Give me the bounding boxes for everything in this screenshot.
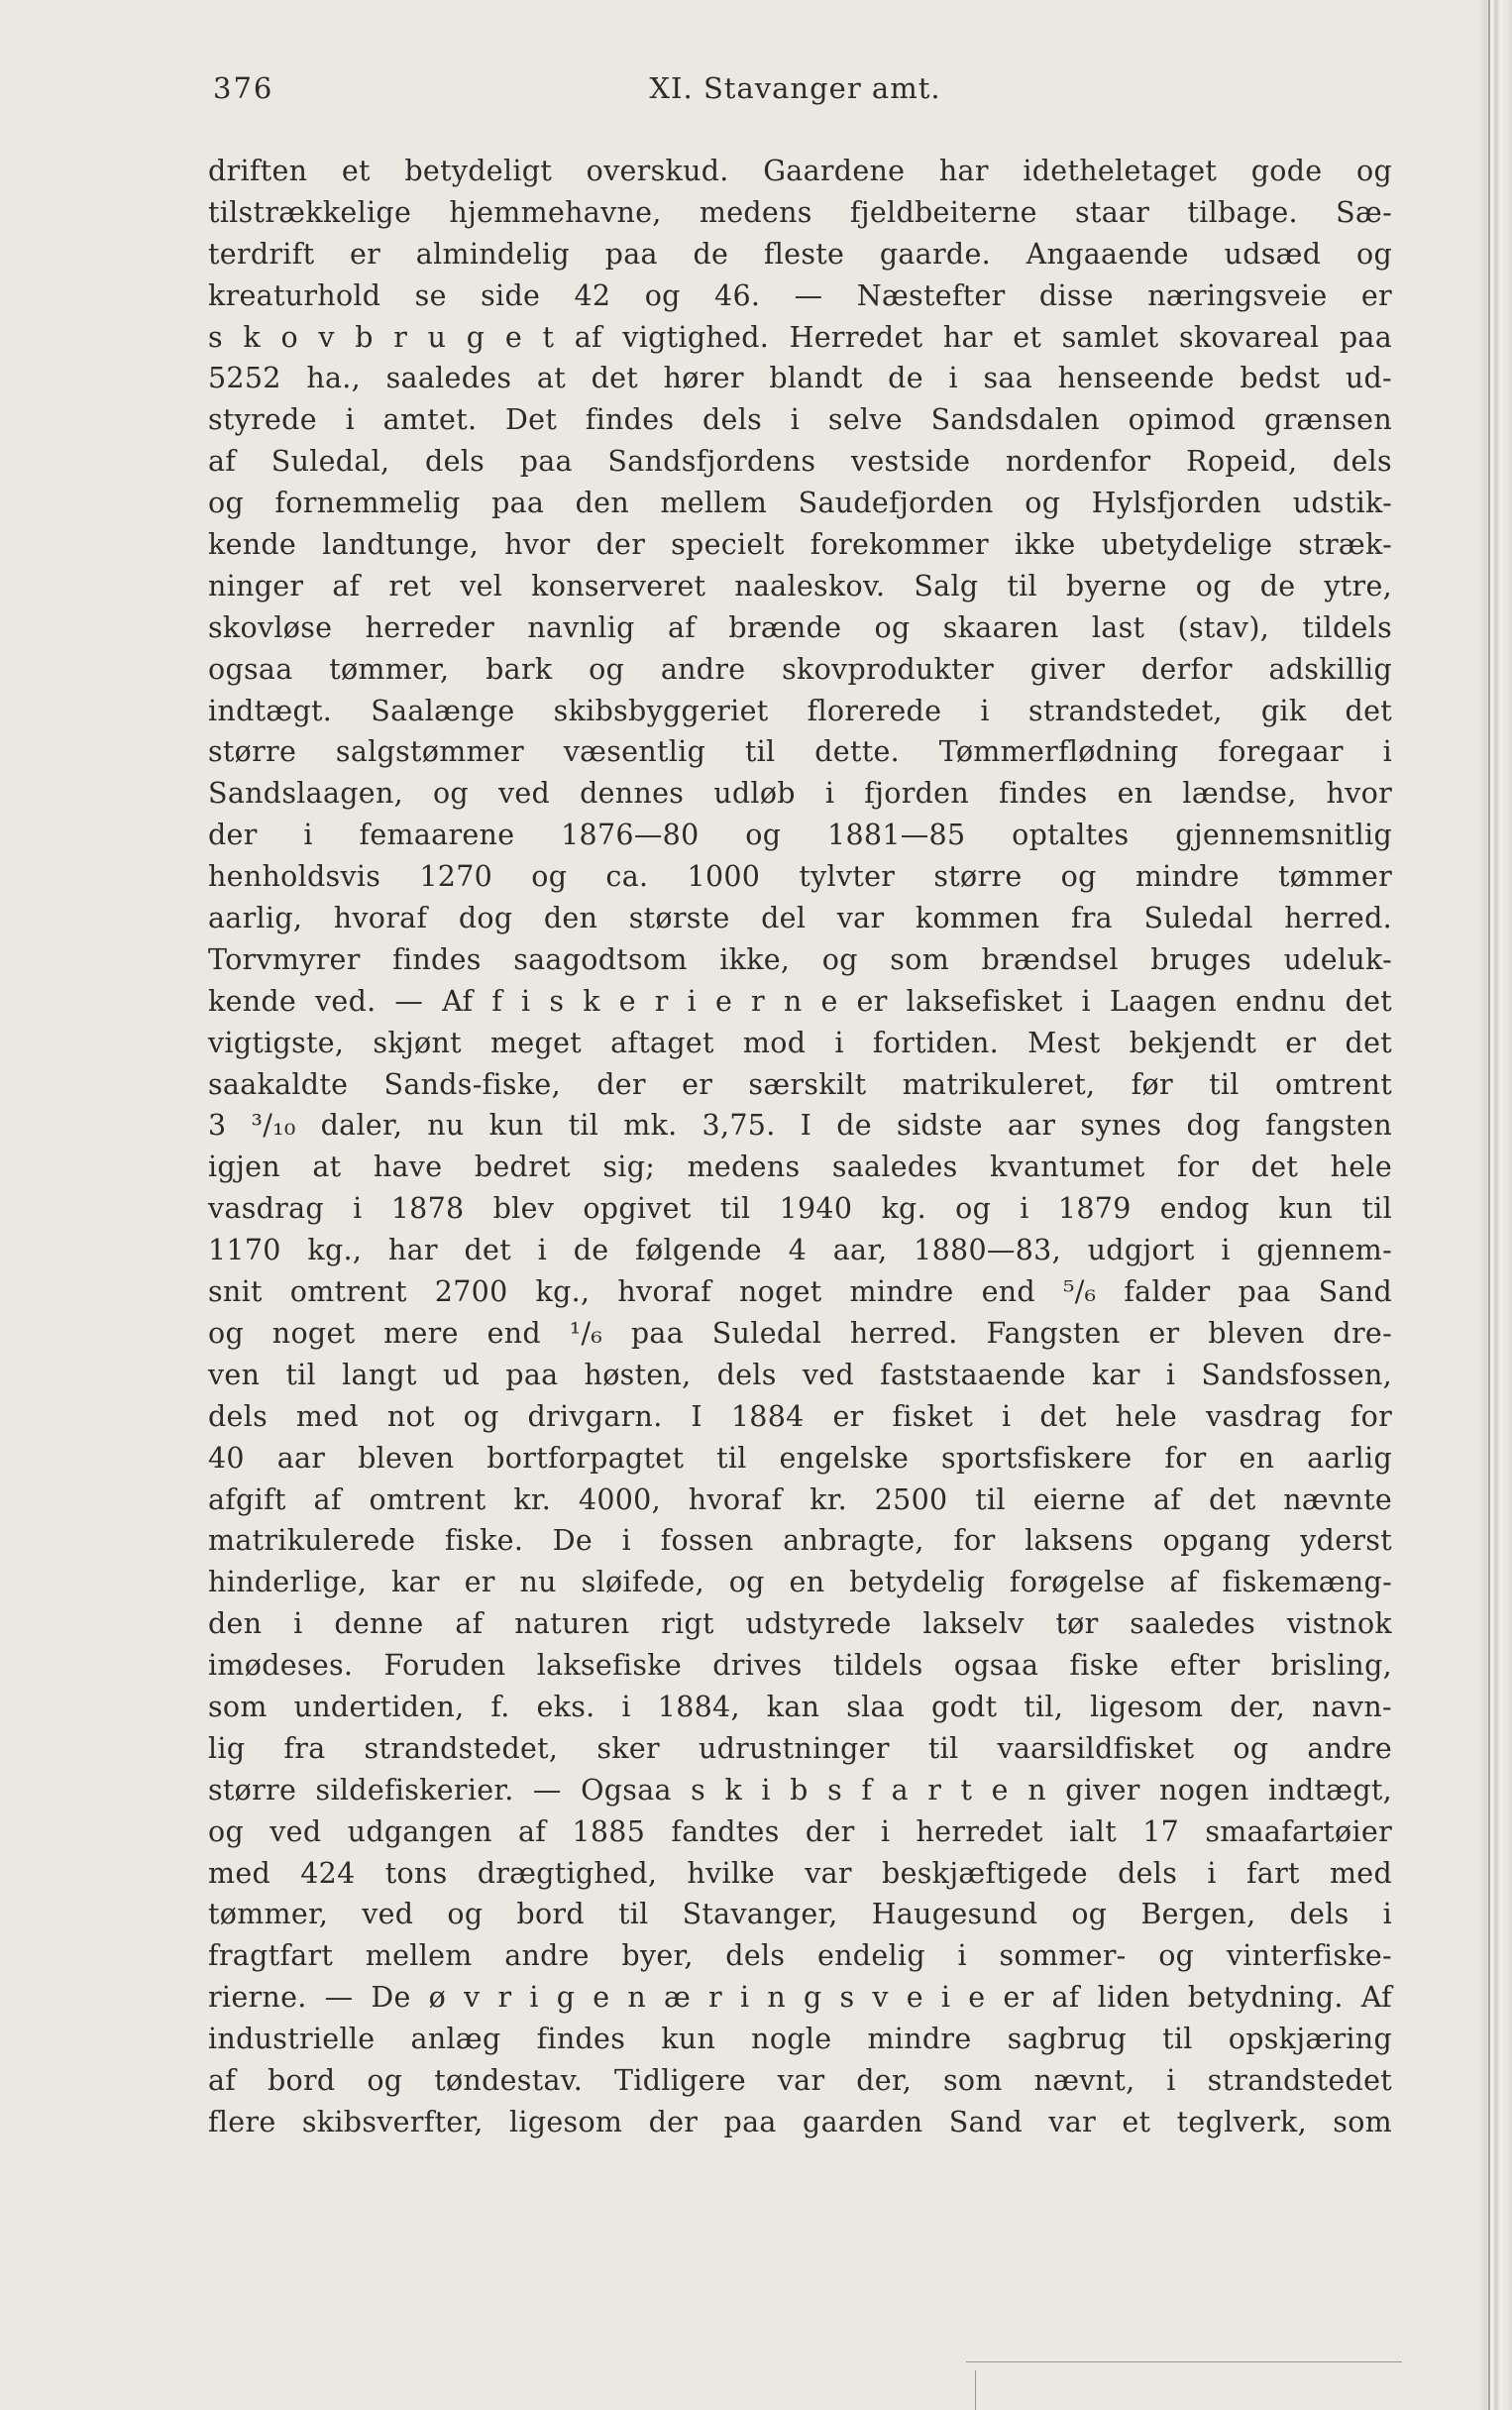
text-line: rierne. — De ø v r i g e n æ r i n g s v e i e er af liden betydning. Af bbox=[208, 1981, 1392, 2015]
text-line: 3 ³/₁₀ daler, nu kun til mk. 3,75. I de sidste aar synes dog fangsten bbox=[208, 1109, 1392, 1143]
text-line: kende landtunge, hvor der specielt forekommer ikke ubetydelige stræk- bbox=[208, 528, 1392, 562]
text-line: kende ved. — Af f i s k e r i e r n e er laksefisket i Laagen endnu det bbox=[208, 984, 1392, 1018]
text-line: driften et betydeligt overskud. Gaardene har idetheletaget gode og bbox=[208, 155, 1392, 187]
scan-edge-tick bbox=[975, 2370, 976, 2410]
page-edge-shadow bbox=[1478, 0, 1512, 2410]
text-line: der i femaarene 1876—80 og 1881—85 optaltes gjennemsnitlig bbox=[208, 819, 1392, 852]
text-line: 40 aar bleven bortforpagtet til engelske sportsfiskere for en aarlig bbox=[208, 1441, 1392, 1475]
text-line: og fornemmelig paa den mellem Saudefjorden og Hylsfjorden udstik- bbox=[208, 487, 1392, 520]
text-line: indtægt. Saalænge skibsbyggeriet florerede i strandstedet, gik det bbox=[208, 694, 1392, 727]
text-line: skovløse herreder navnlig af brænde og skaaren last (stav), tildels bbox=[208, 610, 1392, 644]
text-line: 5252 ha., saaledes at det hører blandt de i saa henseende bedst ud- bbox=[208, 362, 1392, 395]
text-line: den i denne af naturen rigt udstyrede lakselv tør saaledes vistnok bbox=[208, 1607, 1392, 1641]
text-line: lig fra strandstedet, sker udrustninger til vaarsildfisket og andre bbox=[208, 1731, 1392, 1765]
text-line: s k o v b r u g e t af vigtighed. Herredet har et samlet skovareal paa bbox=[208, 320, 1392, 354]
text-line: tømmer, ved og bord til Stavanger, Haugesund og Bergen, dels i bbox=[208, 1898, 1392, 1931]
text-line: større sildefiskerier. — Ogsaa s k i b s f a r t e n giver nogen indtægt, bbox=[208, 1773, 1392, 1807]
text-line: fragtfart mellem andre byer, dels endelig i sommer- og vinterfiske- bbox=[208, 1939, 1392, 1973]
page-edge-line bbox=[1488, 0, 1490, 2410]
text-line: snit omtrent 2700 kg., hvoraf noget mindre end ⁵/₆ falder paa Sand bbox=[208, 1275, 1392, 1309]
text-line: hinderlige, kar er nu sløifede, og en betydelig forøgelse af fiskemæng- bbox=[208, 1566, 1392, 1599]
text-line: henholdsvis 1270 og ca. 1000 tylvter større og mindre tømmer bbox=[208, 860, 1392, 894]
text-line: Sandslaagen, og ved dennes udløb i fjorden findes en lændse, hvor bbox=[208, 777, 1392, 811]
text-line: ogsaa tømmer, bark og andre skovprodukter giver derfor adskillig bbox=[208, 652, 1392, 686]
text-line: industrielle anlæg findes kun nogle mindre sagbrug til opskjæring bbox=[208, 2023, 1392, 2056]
text-line: imødeses. Foruden laksefiske drives tildels ogsaa fiske efter brisling, bbox=[208, 1649, 1392, 1683]
text-line: flere skibsverfter, ligesom der paa gaarden Sand var et teglverk, som bbox=[208, 2105, 1392, 2138]
running-head bbox=[213, 71, 1377, 115]
text-line: vasdrag i 1878 blev opgivet til 1940 kg. og i 1879 endog kun til bbox=[208, 1192, 1392, 1226]
text-line: saakaldte Sands-fiske, der er særskilt matrikuleret, før til omtrent bbox=[208, 1067, 1392, 1101]
text-line: kreaturhold se side 42 og 46. — Næstefter disse næringsveie er bbox=[208, 278, 1392, 312]
text-line: af bord og tøndestav. Tidligere var der, som nævnt, i strandstedet bbox=[208, 2063, 1392, 2097]
page-number: 376 bbox=[213, 71, 274, 105]
text-line: af Suledal, dels paa Sandsfjordens vestside nordenfor Ropeid, dels bbox=[208, 445, 1392, 479]
text-line: som undertiden, f. eks. i 1884, kan slaa godt til, ligesom der, navn- bbox=[208, 1690, 1392, 1723]
text-line: igjen at have bedret sig; medens saaledes kvantumet for det hele bbox=[208, 1150, 1392, 1184]
scan-edge-rule bbox=[966, 2361, 1402, 2362]
text-line: aarlig, hvoraf dog den største del var kommen fra Suledal herred. bbox=[208, 902, 1392, 935]
text-line: terdrift er almindelig paa de fleste gaarde. Angaaende udsæd og bbox=[208, 237, 1392, 271]
text-line: ven til langt ud paa høsten, dels ved faststaaende kar i Sandsfossen, bbox=[208, 1358, 1392, 1391]
chapter-title: XI. Stavanger amt. bbox=[649, 71, 941, 105]
text-line: ninger af ret vel konserveret naaleskov. Salg til byerne og de ytre, bbox=[208, 569, 1392, 602]
text-line: med 424 tons drægtighed, hvilke var beskjæftigede dels i fart med bbox=[208, 1856, 1392, 1890]
text-line: Torvmyrer findes saagodtsom ikke, og som brændsel bruges udeluk- bbox=[208, 942, 1392, 976]
text-line: styrede i amtet. Det findes dels i selve Sandsdalen opimod grænsen bbox=[208, 403, 1392, 437]
text-line: vigtigste, skjønt meget aftaget mod i fortiden. Mest bekjendt er det bbox=[208, 1026, 1392, 1059]
text-line: 1170 kg., har det i de følgende 4 aar, 1880—83, udgjort i gjennem- bbox=[208, 1234, 1392, 1267]
text-line: matrikulerede fiske. De i fossen anbragte, for laksens opgang yderst bbox=[208, 1524, 1392, 1558]
text-line: større salgstømmer væsentlig til dette. Tømmerflødning foregaar i bbox=[208, 735, 1392, 769]
text-line: dels med not og drivgarn. I 1884 er fisket i det hele vasdrag for bbox=[208, 1399, 1392, 1433]
body-text bbox=[208, 151, 1392, 2143]
text-line: og noget mere end ¹/₆ paa Suledal herred. Fangsten er bleven dre- bbox=[208, 1316, 1392, 1350]
text-line: tilstrækkelige hjemmehavne, medens fjeldbeiterne staar tilbage. Sæ- bbox=[208, 195, 1392, 229]
text-line: afgift af omtrent kr. 4000, hvoraf kr. 2500 til eierne af det nævnte bbox=[208, 1482, 1392, 1516]
text-line: og ved udgangen af 1885 fandtes der i herredet ialt 17 smaafartøier bbox=[208, 1814, 1392, 1848]
